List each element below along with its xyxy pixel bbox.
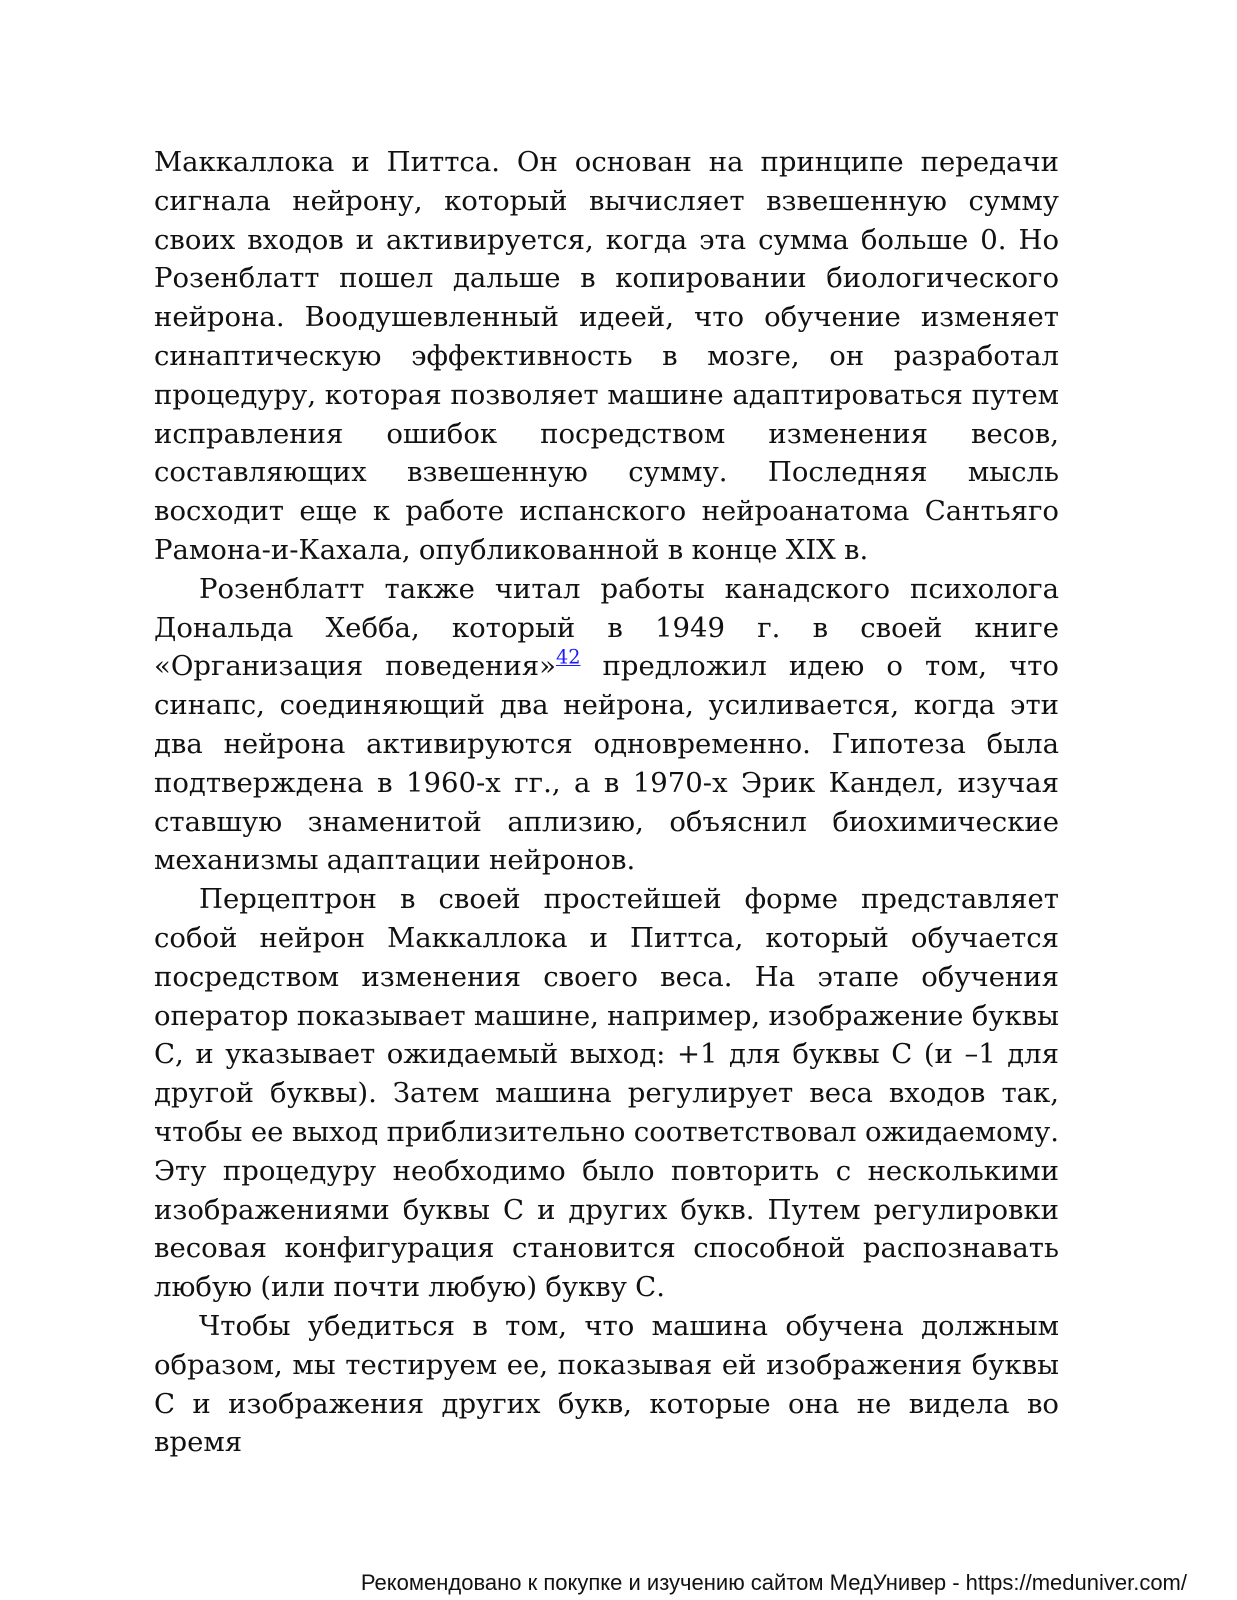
- paragraph-2: [154, 570, 1059, 880]
- paragraph-2-text-after: предложил идею о том, что синапс, соединяющий два нейрона, усиливается, когда эти два нейрона активируются одновременно. Гипотеза была подтверждена в 1960-х гг., а в 1970-х Эрик Кандел, изучая ставшую знаменитой аплизию, объяснил биохимические механизмы адаптации нейронов.: [154, 650, 1059, 877]
- paragraph-3: Перцептрон в своей простейшей форме представляет собой нейрон Маккаллока и Питтса, который обучается посредством изменения своего веса. На этапе обучения оператор показывает машине, например, изображение буквы С, и указывает ожидаемый выход: +1 для буквы С (и –1 для другой буквы). Затем машина регулирует веса входов так, чтобы ее выход приблизительно соответствовал ожидаемому. Эту процедуру необходимо было повторить с несколькими изображениями буквы С и других букв. Путем регулировки весовая конфигурация становится способной распознавать любую (или почти любую) букву С.: [154, 883, 1059, 1304]
- footnote-link-42[interactable]: 42: [555, 645, 581, 669]
- paragraph-2-text-before: Розенблатт также читал работы канадского психолога Дональда Хебба, который в 1949 г. в своей книге «Организация поведения»: [154, 572, 1059, 683]
- page-body: [154, 143, 1059, 1462]
- footer-recommendation: Рекомендовано к покупке и изучению сайтом МедУнивер - https://meduniver.com/: [360, 1570, 1187, 1595]
- paragraph-4: Чтобы убедиться в том, что машина обучена должным образом, мы тестируем ее, показывая ей изображения буквы С и изображения других букв, которые она не видела во время: [154, 1309, 1059, 1459]
- paragraph-1: Маккаллока и Питтса. Он основан на принципе передачи сигнала нейрону, который вычисляет взвешенную сумму своих входов и активируется, когда эта сумма больше 0. Но Розенблатт пошел дальше в копировании биологического нейрона. Воодушевленный идеей, что обучение изменяет синаптическую эффективность в мозге, он разработал процедуру, которая позволяет машине адаптироваться путем исправления ошибок посредством изменения весов, составляющих взвешенную сумму. Последняя мысль восходит еще к работе испанского нейроанатома Сантьяго Рамона-и-Кахала, опубликованной в конце XIX в.: [154, 146, 1059, 566]
